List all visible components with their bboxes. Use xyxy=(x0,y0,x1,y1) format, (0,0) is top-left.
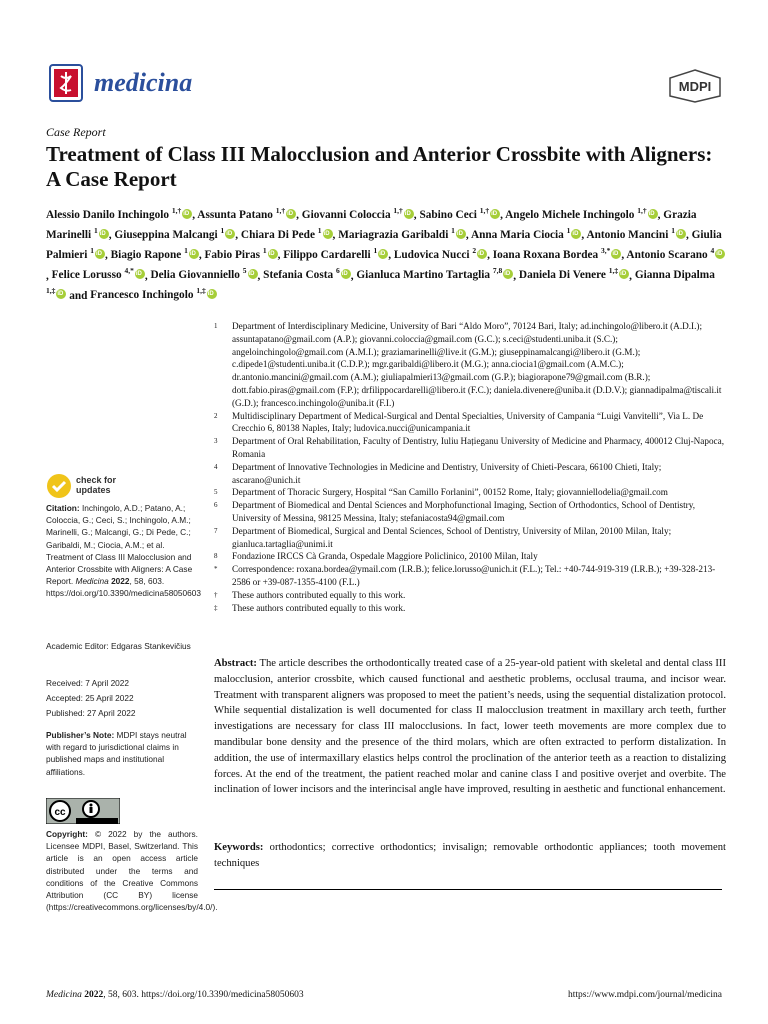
orcid-icon[interactable] xyxy=(225,229,235,239)
affiliation-item xyxy=(214,461,726,487)
affiliations xyxy=(214,320,726,614)
orcid-icon[interactable] xyxy=(286,209,296,219)
author-affiliation-marker: 4 xyxy=(710,246,715,256)
orcid-icon[interactable] xyxy=(571,229,581,239)
orcid-icon[interactable] xyxy=(456,229,466,239)
author-affiliation-marker: 1 xyxy=(566,226,571,236)
citation-rest: , 58, 603. https://doi.org/10.3390/medicina58050603 xyxy=(46,576,201,599)
copyright-label: Copyright: xyxy=(46,829,88,839)
author-name[interactable]: Daniela Di Venere $^{1,\ddagger}$iD xyxy=(519,269,629,281)
orcid-icon[interactable] xyxy=(477,249,487,259)
keywords-text: orthodontics; corrective orthodontics; invisalign; removable orthodontic appliances; tooth movement techniques xyxy=(214,842,726,869)
orcid-icon[interactable] xyxy=(676,229,686,239)
author-affiliation-marker: 1,† xyxy=(479,206,490,215)
author-name[interactable]: Stefania Costa $^6$iD xyxy=(263,269,351,281)
affiliation-number: 5 xyxy=(214,488,218,497)
orcid-icon[interactable] xyxy=(503,269,513,279)
author-name[interactable]: Ludovica Nucci $^2$iD xyxy=(394,249,487,261)
affiliation-text: Department of Biomedical, Surgical and Dental Sciences, School of Dentistry, University of Milan, 20100 Milan, Italy; gianluca.tartaglia@unimi.it xyxy=(232,525,672,549)
citation-text: Inchingolo, A.D.; Patano, A.; Coloccia, G.; Ceci, S.; Inchingolo, A.M.; Marinelli, G.; Malcangi, G.; Di Pede, C.; Garibaldi, M.; Ciocia, A.M.; et al. Treatment of Class III Malocclusion and Anterior Crossbite with Aligners: A Case Report. xyxy=(46,503,193,587)
svg-text:cc: cc xyxy=(54,807,66,818)
accepted-date: Accepted: 25 April 2022 xyxy=(46,693,134,703)
footer-year: 2022 xyxy=(84,990,104,1000)
author-name[interactable]: Giuseppina Malcangi $^1$iD xyxy=(114,229,235,241)
author-name[interactable]: Grazia Marinelli $^1$iD xyxy=(46,209,697,241)
affiliation-text: These authors contributed equally to this work. xyxy=(232,602,406,613)
publisher-name: MDPI xyxy=(678,79,712,94)
check-for-updates-badge[interactable] xyxy=(46,473,166,499)
author-name[interactable]: Gianna Dipalma $^{1,\ddagger}$iD xyxy=(46,269,715,301)
author-affiliation-marker: 1 xyxy=(220,226,225,236)
orcid-icon[interactable] xyxy=(490,209,500,219)
affiliation-text: Department of Oral Rehabilitation, Faculty of Dentistry, Iuliu Hațieganu University of Medicine and Pharmacy, 400012 Cluj-Napoca, Romania xyxy=(232,436,724,459)
orcid-icon[interactable] xyxy=(189,249,199,259)
orcid-icon[interactable] xyxy=(207,289,217,299)
author-affiliation-marker: 7,8 xyxy=(492,266,503,276)
abstract xyxy=(214,656,726,798)
author-affiliation-marker: 1 xyxy=(451,226,455,236)
author-name[interactable]: Giulia Palmieri $^1$iD xyxy=(46,229,722,261)
section-divider xyxy=(214,889,722,890)
publisher-note-text: MDPI stays neutral with regard to jurisdictional claims in published maps and institutional affiliations. xyxy=(46,730,187,777)
footer-citation xyxy=(46,990,304,1000)
journal-name[interactable]: medicina xyxy=(94,68,193,97)
orcid-icon[interactable] xyxy=(619,269,629,279)
citation-year: 2022 xyxy=(111,576,130,587)
footer-journal: Medicina xyxy=(46,990,82,1000)
orcid-icon[interactable] xyxy=(56,289,66,299)
affiliation-number: ‡ xyxy=(214,603,218,612)
author-name[interactable]: Filippo Cardarelli $^1$iD xyxy=(283,249,388,261)
keywords xyxy=(214,840,726,872)
author-affiliation-marker: 1,‡ xyxy=(196,286,206,296)
affiliation-text: Fondazione IRCCS Cà Granda, Ospedale Maggiore Policlinico, 20100 Milan, Italy xyxy=(232,551,538,562)
affiliation-number: † xyxy=(214,590,218,599)
published-date: Published: 27 April 2022 xyxy=(46,708,136,718)
author-affiliation-marker: 4,* xyxy=(124,266,134,276)
check-updates-label: check for updates xyxy=(76,475,117,495)
check-updates-icon xyxy=(46,473,72,499)
affiliation-number: 4 xyxy=(214,462,218,471)
orcid-icon[interactable] xyxy=(715,249,725,259)
author-affiliation-marker: 1,† xyxy=(275,206,286,215)
author-affiliation-marker: 1,† xyxy=(171,206,182,215)
orcid-icon[interactable] xyxy=(268,249,278,259)
affiliation-number: 7 xyxy=(214,526,218,535)
affiliation-item xyxy=(214,410,726,436)
orcid-icon[interactable] xyxy=(404,209,414,219)
author-name[interactable]: Sabino Ceci $^{1,\dagger}$iD xyxy=(419,209,500,221)
orcid-icon[interactable] xyxy=(611,249,621,259)
academic-editor: Academic Editor: Edgaras Stankevičius xyxy=(46,641,191,651)
author-affiliation-marker: 1 xyxy=(90,246,94,256)
orcid-icon[interactable] xyxy=(182,209,192,219)
affiliation-item xyxy=(214,602,726,615)
affiliation-item xyxy=(214,563,726,589)
author-name[interactable]: Gianluca Martino Tartaglia $^{7,8}$iD xyxy=(356,269,513,281)
article-type: Case Report xyxy=(46,125,106,139)
author-affiliation-marker: 1,† xyxy=(393,206,403,215)
affiliation-item xyxy=(214,435,726,461)
author-name[interactable]: Chiara Di Pede $^1$iD xyxy=(241,229,333,241)
affiliation-number: 3 xyxy=(214,437,218,446)
affiliation-number: 2 xyxy=(214,411,218,420)
author-name[interactable]: Francesco Inchingolo $^{1,\ddagger}$iD xyxy=(90,289,216,301)
orcid-icon[interactable] xyxy=(99,229,109,239)
author-affiliation-marker: 6 xyxy=(335,266,340,276)
affiliation-number: 8 xyxy=(214,552,218,561)
publisher-note-label: Publisher’s Note: xyxy=(46,730,115,740)
orcid-icon[interactable] xyxy=(341,269,351,279)
affiliation-text: Department of Thoracic Surgery, Hospital “San Camillo Forlanini”, 00152 Rome, Italy; giovanniellodelia@gmail.com xyxy=(232,487,668,498)
affiliation-text: Department of Interdisciplinary Medicine, University of Bari “Aldo Moro”, 70124 Bari, Italy; ad.inchingolo@libero.it (A.D.I.); assuntapatano@gmail.com (A.P.); giovanni.coloccia@gmail.com (G.C.); s.ceci@studenti.uniba.it (S.C.); angeloinchingolo@gmail.com (A.M.I.); graziamarinelli@live.it (G.M.); giuseppinamalcangi@libero.it (G.M.); c.dipede1@studenti.uniba.it (C.D.P.); mgr.garibaldi@libero.it (M.G.); anna.ciocia1@gmail.com (A.M.C.); dr.antonio.mancini@gmail.com (A.M.); giuliapalmieri13@gmail.com (G.P.); biagiorapone79@gmail.com (B.R.); dott.fabio.piras@gmail.com (F.P.); drfilippocardarelli@libero.it (F.C.); daniela.divenere@uniba.it (D.D.V.); giannadipalma@tiscali.it (G.D.); francesco.inchingolo@uniba.it (F.I.) xyxy=(232,321,722,408)
author-name[interactable]: Antonio Mancini $^1$iD xyxy=(586,229,686,241)
affiliation-number: 1 xyxy=(214,322,218,330)
author-affiliation-marker: 1 xyxy=(184,246,188,256)
orcid-icon[interactable] xyxy=(135,269,145,279)
journal-logo xyxy=(47,64,85,102)
affiliation-text: Department of Biomedical and Dental Sciences and Morphofunctional Imaging, Section of Orthodontics, School of Dentistry, University of Messina, 98125 Messina, Italy; stefaniacosta94@gmail.com xyxy=(232,500,696,523)
citation-journal: Medicina xyxy=(75,576,109,587)
affiliation-number: 6 xyxy=(214,501,218,510)
author-name[interactable]: Alessio Danilo Inchingolo $^{1,\dagger}$iD xyxy=(46,209,192,221)
mdpi-logo[interactable] xyxy=(668,69,722,103)
author-affiliation-marker: 1,‡ xyxy=(608,266,619,276)
author-list: Alessio Danilo Inchingolo $^{1,\dagger}$iD , Assunta Patano $^{1,\dagger}$iD , Giovanni Coloccia $^{1,\dagger}$iD , Sabino Ceci $^{1,\dagger}$iD , Angelo Michele Inchingolo $^{1,\dagger}$iD , Grazia Marinelli $^1$iD , Giuseppina Malcangi $^1$iD , Chiara Di Pede $^1$iD , Mariagrazia Garibaldi $^1$iD , Anna Maria Ciocia $^1$iD , Antonio Mancini $^1$iD , Giulia Palmieri $^1$iD , Biagio Rapone $^1$iD , Fabio Piras $^1$iD , Filippo Cardarelli $^1$iD , Ludovica Nucci $^2$iD , Ioana Roxana Bordea $^{3,*}$iD , Antonio Scarano $^4$iD, Felice Lorusso $^{4,*}$iD , Delia Giovanniello $^5$iD , Stefania Costa $^6$iD , Gianluca Martino Tartaglia $^{7,8}$iD , Daniela Di Venere $^{1,\ddagger}$iD , Gianna Dipalma $^{1,\ddagger}$iD and Francesco Inchingolo $^{1,\ddagger}$iD xyxy=(46,203,726,304)
abstract-text: The article describes the orthodontically treated case of a 25-year-old patient with skeletal and dental class III malocclusion, anterior crossbite, which caused functional and aesthetic problems, occlusal trauma, and incisor wear. Treatment with transparent aligners was proposed to meet the patient’s needs, using the sequential distalization protocol. While sequential distalization is well documented for class II malocclusion treatment in maxillary arch teeth, further investigations are necessary for class III malocclusions. In fact, lower teeth movements are more complex due to mandibular bone density and the presence of the third molars, which are often extracted to perform distalization. In addition, the use of intermaxillary elastics helps control the proclination of the anterior teeth as a reaction to distalizing forces. At the end of the treatment, the patient reached molar and canine class I and positive overjet and overbite. The inclination of lower incisors and the interincisal angle have improved, resulting in aesthetic and functional enhancement. xyxy=(214,658,726,796)
affiliation-item xyxy=(214,320,726,410)
article-title: Treatment of Class III Malocclusion and Anterior Crossbite with Aligners: A Case Report xyxy=(46,142,713,191)
cc-by-license-icon[interactable] xyxy=(46,798,120,824)
affiliation-text: These authors contributed equally to this work. xyxy=(232,589,406,600)
affiliation-text: Correspondence: roxana.bordea@ymail.com (I.R.B.); felice.lorusso@unich.it (F.L.); Tel.: +40-744-919-319 (I.R.B.); +39-328-213-2586 or +39-087-1355-4100 (F.L.) xyxy=(232,564,716,587)
footer-rest: , 58, 603. https://doi.org/10.3390/medicina58050603 xyxy=(103,990,304,1000)
author-name[interactable]: Assunta Patano $^{1,\dagger}$iD xyxy=(197,209,296,221)
copyright-block xyxy=(46,828,218,913)
author-affiliation-marker: 5 xyxy=(242,266,247,276)
citation-label: Citation: xyxy=(46,503,80,513)
author-name[interactable]: Anna Maria Ciocia $^1$iD xyxy=(471,229,581,241)
affiliation-item xyxy=(214,486,726,499)
author-name[interactable]: Delia Giovanniello $^5$iD xyxy=(150,269,257,281)
orcid-icon[interactable] xyxy=(378,249,388,259)
footer-url[interactable]: https://www.mdpi.com/journal/medicina xyxy=(568,990,722,1000)
author-affiliation-marker: 1 xyxy=(94,226,98,236)
citation-block xyxy=(46,502,201,600)
orcid-icon[interactable] xyxy=(95,249,105,259)
author-name[interactable]: Fabio Piras $^1$iD xyxy=(205,249,278,261)
abstract-label: Abstract: xyxy=(214,658,257,669)
author-name[interactable]: Giovanni Coloccia $^{1,\dagger}$iD xyxy=(302,209,414,221)
affiliation-item xyxy=(214,589,726,602)
author-affiliation-marker: 1 xyxy=(317,226,322,236)
author-affiliation-marker: 2 xyxy=(472,246,477,256)
author-name[interactable]: Biagio Rapone $^1$iD xyxy=(111,249,199,261)
author-affiliation-marker: 1 xyxy=(262,246,267,256)
affiliation-text: Department of Innovative Technologies in Medicine and Dentistry, University of Chieti-Pescara, 66100 Chieti, Italy; ascarano@unich.it xyxy=(232,461,662,485)
copyright-text: © 2022 by the authors. Licensee MDPI, Basel, Switzerland. This article is an open access article distributed under the terms and conditions of the Creative Commons Attribution (CC BY) license (https://creativecommons.org/licenses/by/4.0/). xyxy=(46,829,218,913)
orcid-icon[interactable] xyxy=(248,269,258,279)
orcid-icon[interactable] xyxy=(648,209,658,219)
affiliation-item xyxy=(214,499,726,525)
author-name[interactable]: Antonio Scarano $^4$iD xyxy=(626,249,725,261)
affiliation-item xyxy=(214,525,726,551)
affiliation-item xyxy=(214,550,726,563)
orcid-icon[interactable] xyxy=(323,229,333,239)
author-name[interactable]: Mariagrazia Garibaldi $^1$iD xyxy=(338,229,466,241)
keywords-label: Keywords: xyxy=(214,842,264,853)
received-date: Received: 7 April 2022 xyxy=(46,678,130,688)
author-affiliation-marker: 1 xyxy=(373,246,378,256)
author-affiliation-marker: 1,‡ xyxy=(46,286,56,296)
author-affiliation-marker: 3,* xyxy=(601,246,611,256)
author-affiliation-marker: 1 xyxy=(671,226,675,236)
author-affiliation-marker: 1,† xyxy=(637,206,647,215)
author-name[interactable]: Ioana Roxana Bordea $^{3,*}$iD xyxy=(493,249,622,261)
author-name[interactable]: Felice Lorusso $^{4,*}$iD xyxy=(52,269,145,281)
author-name[interactable]: Angelo Michele Inchingolo $^{1,\dagger}$iD xyxy=(505,209,658,221)
affiliation-number: * xyxy=(214,565,218,574)
publisher-note xyxy=(46,729,198,778)
affiliation-text: Multidisciplinary Department of Medical-Surgical and Dental Specialties, University of Campania “Luigi Vanvitelli”, Via L. De Crecchio 6, 80138 Naples, Italy; ludovica.nucci@unicampania.it xyxy=(232,410,704,434)
